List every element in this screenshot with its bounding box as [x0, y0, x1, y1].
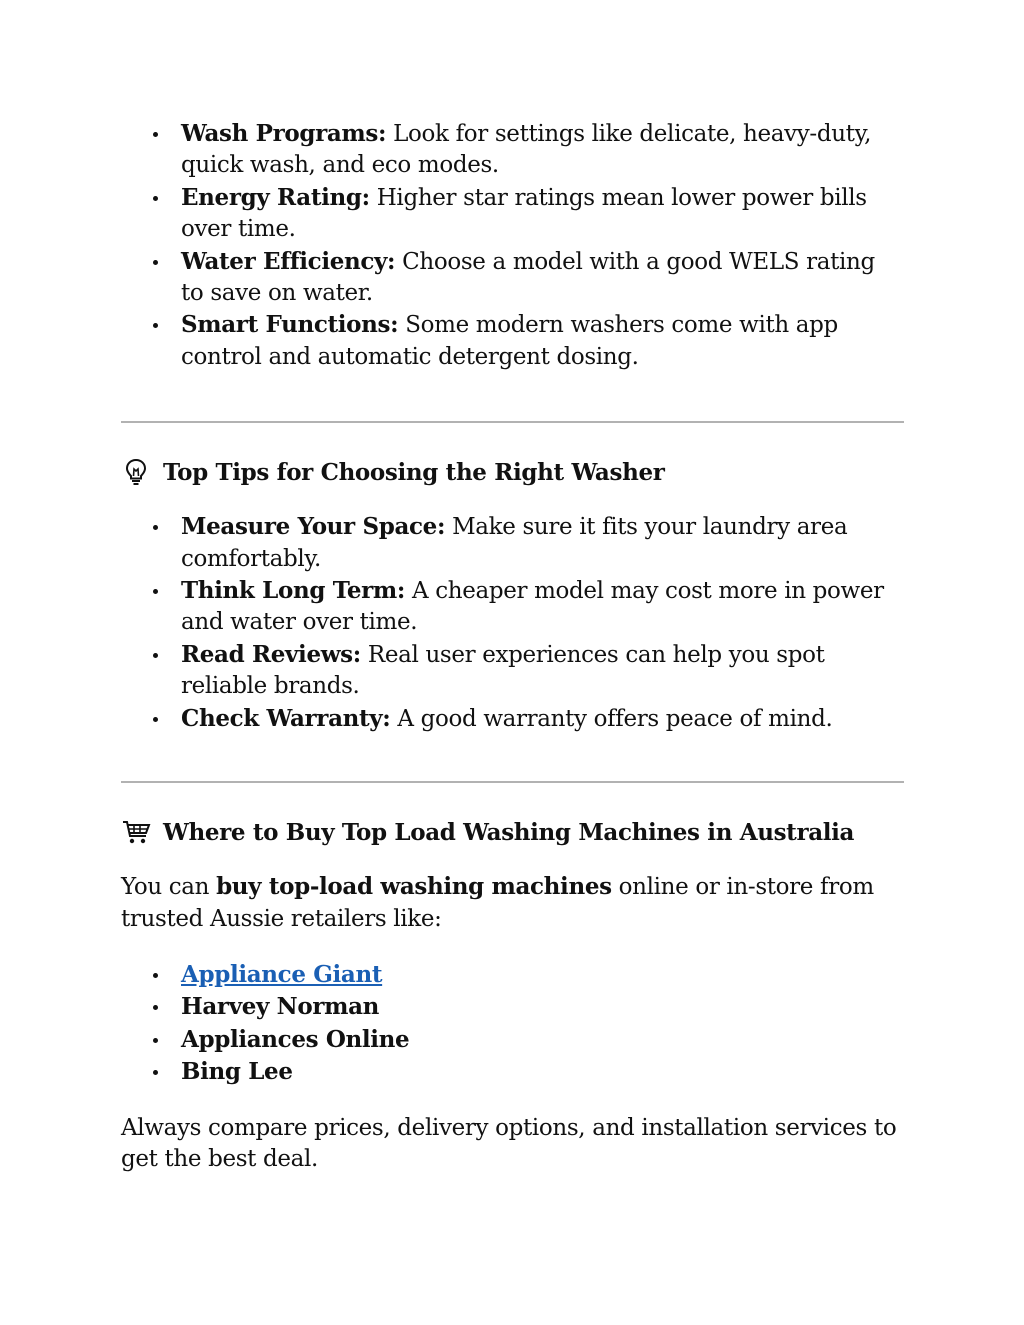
feature-term: Wash Programs:	[181, 120, 387, 147]
list-item	[121, 639, 904, 703]
list-item	[121, 246, 904, 310]
intro-prefix: You can	[121, 874, 217, 901]
list-item	[121, 575, 904, 639]
list-item	[121, 703, 904, 735]
feature-term: Smart Functions:	[181, 311, 399, 339]
retailer-link-appliance-giant[interactable]: Appliance Giant	[181, 960, 383, 988]
list-item	[121, 991, 904, 1023]
lightbulb-icon	[121, 457, 151, 487]
section-divider	[121, 421, 904, 423]
list-item	[121, 118, 904, 182]
tip-term: Measure Your Space:	[181, 513, 446, 541]
buy-heading	[121, 815, 904, 849]
list-item	[121, 959, 904, 991]
list-item	[121, 1024, 904, 1056]
list-item	[121, 182, 904, 246]
tip-term: Read Reviews:	[181, 640, 361, 668]
feature-term: Water Efficiency:	[181, 247, 396, 275]
shopping-cart-icon	[121, 817, 151, 847]
document-page	[121, 118, 904, 1175]
retailer-name: Appliances Online	[181, 1025, 410, 1053]
feature-term: Energy Rating:	[181, 183, 370, 211]
section-divider	[121, 781, 904, 783]
retailers-list	[121, 959, 904, 1089]
tips-list	[121, 511, 904, 735]
tip-term: Think Long Term:	[181, 577, 406, 605]
tip-desc: Real user experiences can help you spot reliable brands.	[181, 641, 825, 700]
list-item	[121, 309, 904, 373]
feature-desc: Higher star ratings mean lower power bills over time.	[181, 184, 867, 243]
feature-desc: Some modern washers come with app control and automatic detergent dosing.	[181, 312, 838, 370]
list-item	[121, 511, 904, 575]
tip-desc: Make sure it fits your laundry area comfortably.	[181, 514, 848, 572]
tips-heading-text: Top Tips for Choosing the Right Washer	[163, 458, 665, 486]
intro-bold: buy top-load washing machines	[216, 873, 612, 901]
feature-desc: Choose a model with a good WELS rating to save on water.	[181, 248, 875, 307]
list-item	[121, 1056, 904, 1088]
tip-term: Check Warranty:	[181, 704, 391, 732]
retailer-name: Harvey Norman	[181, 993, 380, 1021]
features-list	[121, 118, 904, 373]
buy-intro	[121, 871, 904, 935]
retailer-name: Bing Lee	[181, 1058, 293, 1086]
tips-heading	[121, 455, 904, 489]
buy-heading-text: Where to Buy Top Load Washing Machines in Australia	[163, 818, 855, 846]
intro-suffix: online or in-store from trusted Aussie retailers like:	[121, 874, 874, 932]
closing-paragraph: Always compare prices, delivery options, and installation services to get the best deal.	[121, 1114, 897, 1172]
tip-desc: A good warranty offers peace of mind.	[390, 705, 833, 732]
feature-desc: Look for settings like delicate, heavy-duty, quick wash, and eco modes.	[181, 121, 872, 179]
tip-desc: A cheaper model may cost more in power and water over time.	[181, 578, 884, 636]
